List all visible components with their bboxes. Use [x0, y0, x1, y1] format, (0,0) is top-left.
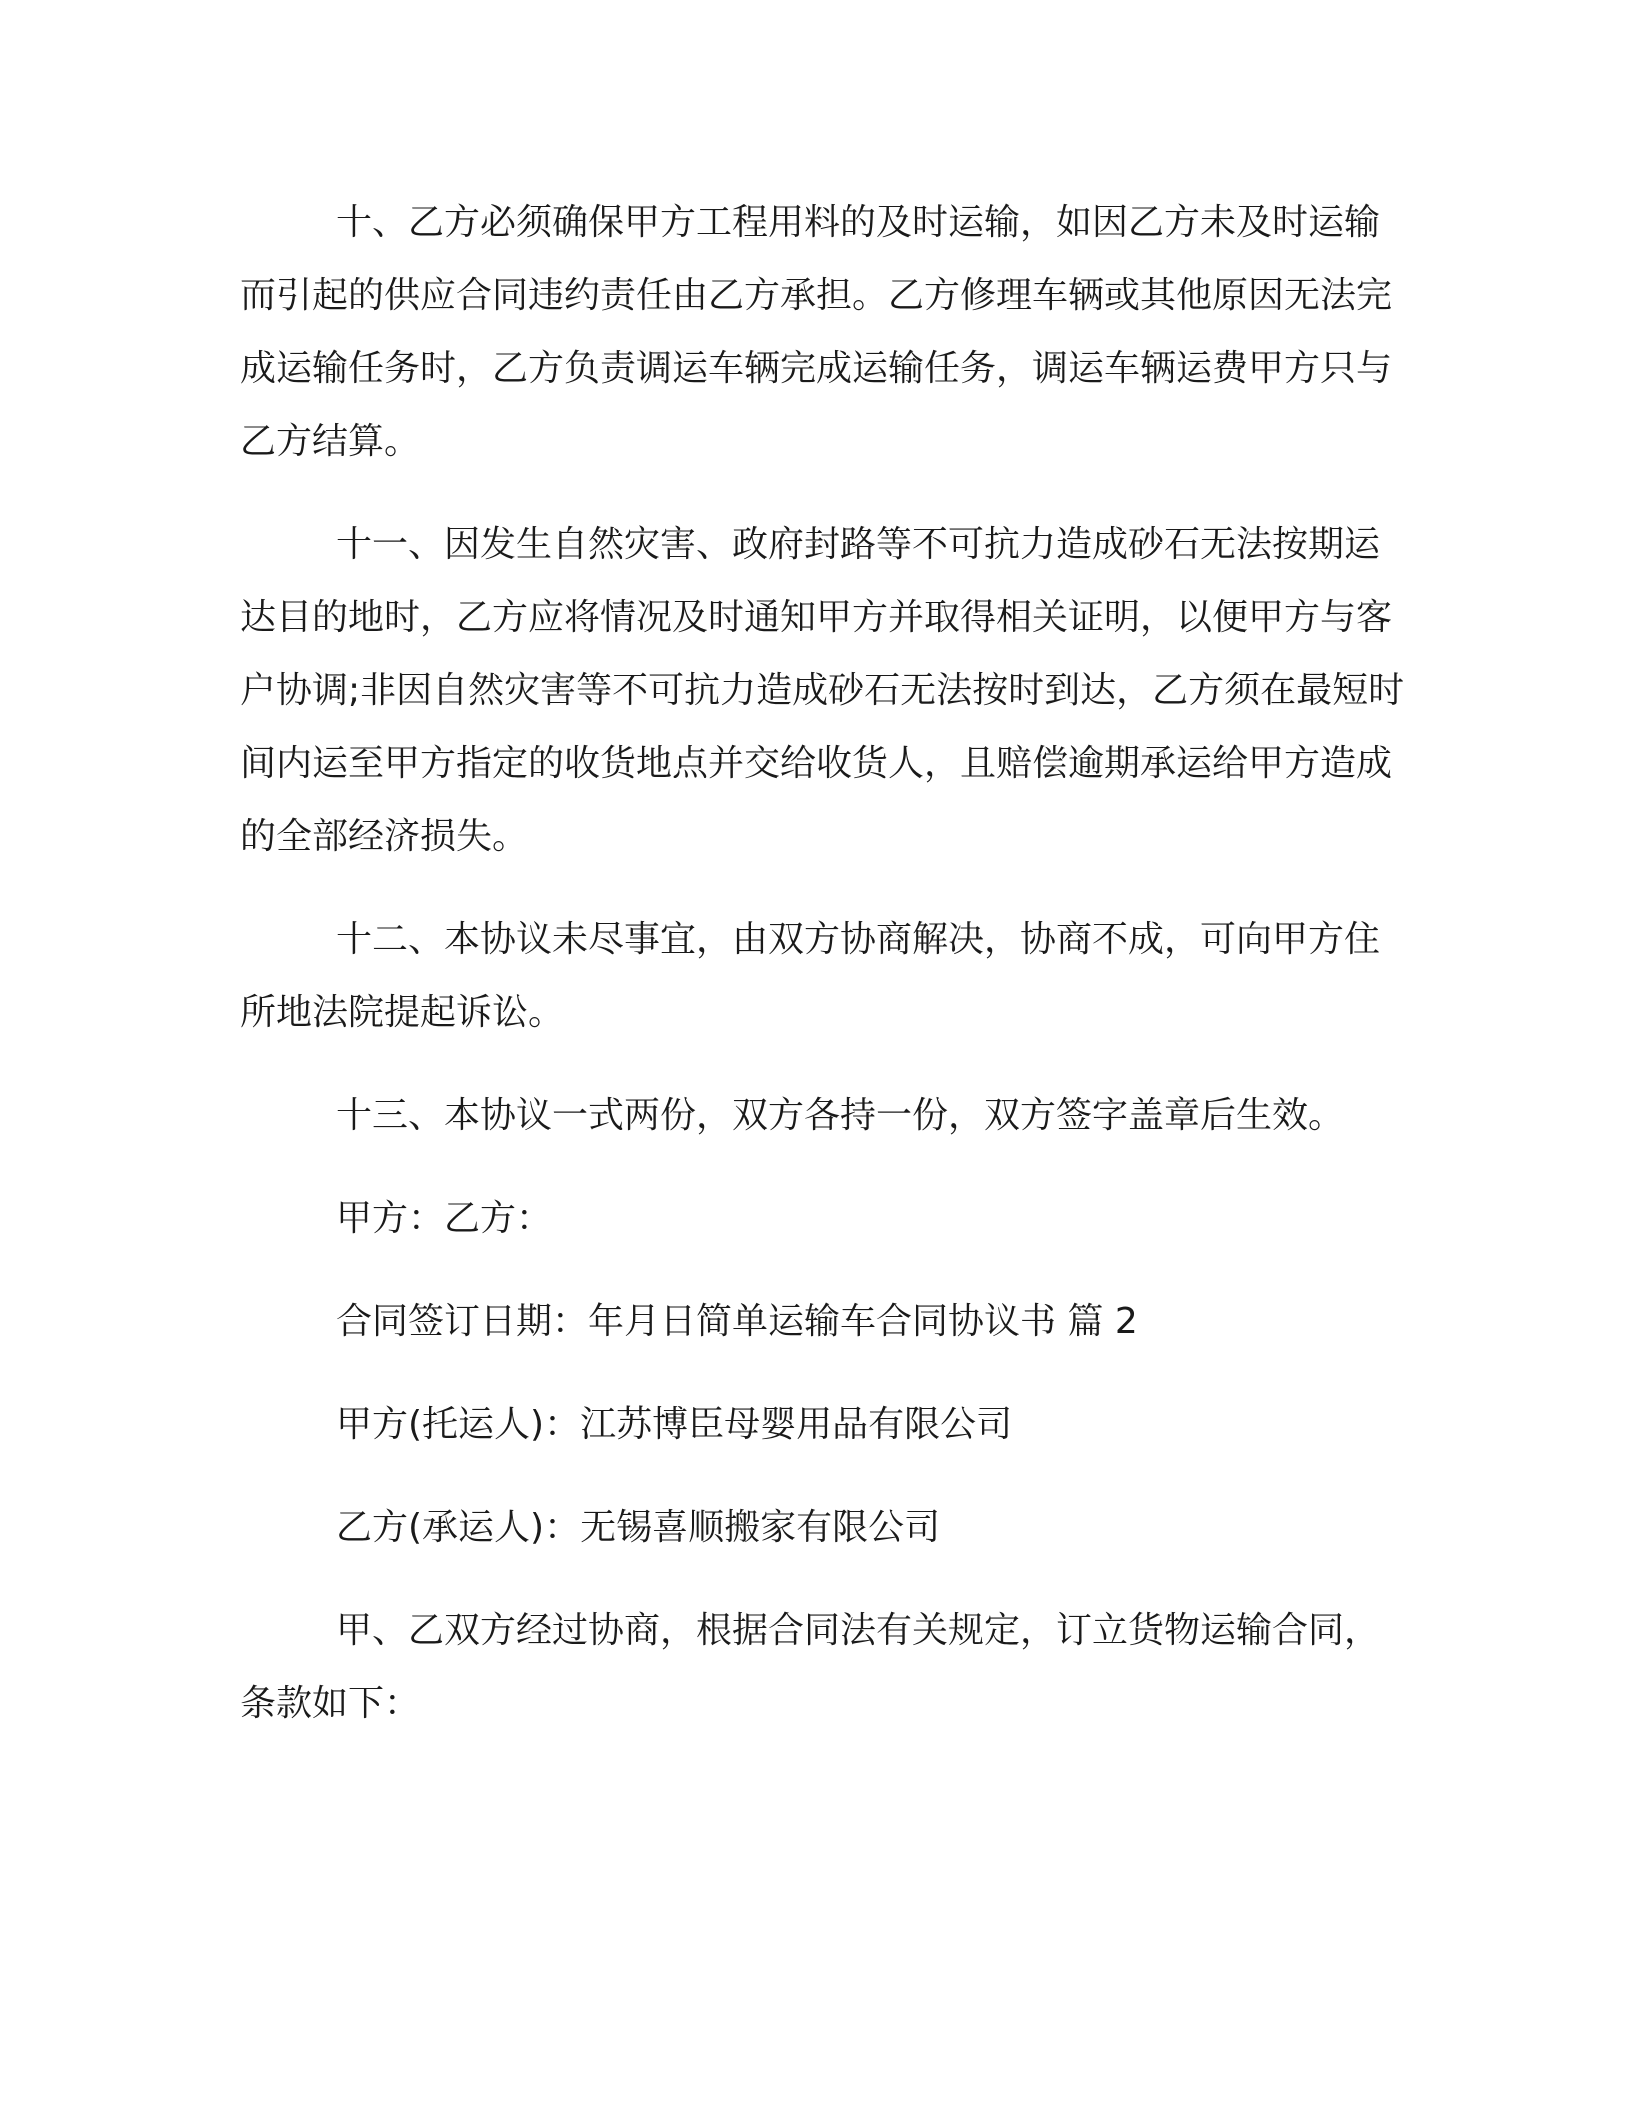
clause-11: 十一、因发生自然灾害、政府封路等不可抗力造成砂石无法按期运达目的地时，乙方应将情况及时通知甲方并取得相关证明，以便甲方与客户协调;非因自然灾害等不可抗力造成砂石无法按时到达，乙方须在最短时间内运至甲方指定的收货地点并交给收货人，且赔偿逾期承运给甲方造成的全部经济损失。 [240, 524, 1405, 857]
clause-13: 十三、本协议一式两份，双方各持一份，双方签字盖章后生效。 [336, 1095, 1345, 1136]
party-a-consignor: 甲方(托运人)：江苏博臣母婴用品有限公司 [336, 1404, 1013, 1445]
document-body [240, 186, 1415, 1740]
party-b-carrier: 乙方(承运人)：无锡喜顺搬家有限公司 [336, 1507, 941, 1548]
signature-parties: 甲方：乙方： [336, 1198, 553, 1239]
clause-12: 十二、本协议未尽事宜，由双方协商解决，协商不成，可向甲方住所地法院提起诉讼。 [240, 919, 1381, 1033]
signing-date: 合同签订日期：年月日简单运输车合同协议书 篇 2 [336, 1301, 1138, 1342]
clause-10: 十、乙方必须确保甲方工程用料的及时运输，如因乙方未及时运输而引起的供应合同违约责任由乙方承担。乙方修理车辆或其他原因无法完成运输任务时，乙方负责调运车辆完成运输任务，调运车辆运费甲方只与乙方结算。 [240, 202, 1393, 462]
contract-preamble: 甲、乙双方经过协商，根据合同法有关规定，订立货物运输合同，条款如下： [240, 1610, 1381, 1724]
